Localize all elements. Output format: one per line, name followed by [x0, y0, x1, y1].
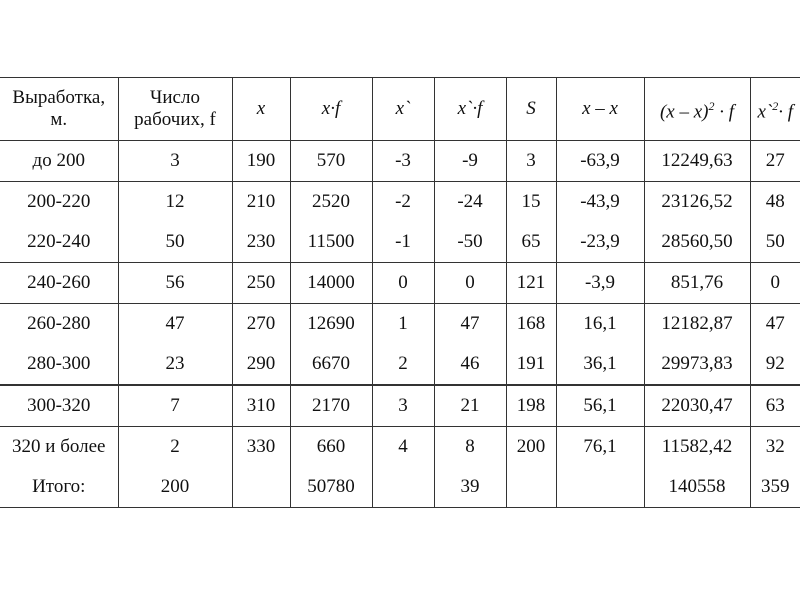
table-row [0, 263, 800, 304]
table-cell: 16,1 [556, 304, 644, 345]
table-row [0, 467, 800, 508]
table-cell: 300-320 [0, 385, 118, 427]
table-cell: 50780 [290, 467, 372, 508]
header-xprime-f: x`·f [434, 78, 506, 141]
table-row [0, 385, 800, 427]
table-cell: -24 [434, 182, 506, 223]
table-cell: 140558 [644, 467, 750, 508]
header-output-line1: Выработка, [12, 87, 106, 108]
table-cell: 330 [232, 427, 290, 468]
table-cell: 11500 [290, 222, 372, 263]
table-cell: -23,9 [556, 222, 644, 263]
header-xprime-squared-f: x`$^2$· f [750, 78, 800, 141]
table-cell [372, 467, 434, 508]
table-cell: 56,1 [556, 385, 644, 427]
table-row [0, 182, 800, 223]
table-cell: 6670 [290, 344, 372, 385]
table-cell: 280-300 [27, 353, 91, 374]
table-cell: -1 [372, 222, 434, 263]
table-cell: 2520 [290, 182, 372, 223]
table-cell: 47 [434, 304, 506, 345]
table-cell: 320 и более [0, 427, 118, 468]
header-xprime: x` [372, 78, 434, 141]
table-cell: 4 [372, 427, 434, 468]
table-cell: 12690 [290, 304, 372, 345]
table-cell: 32 [750, 427, 800, 468]
header-xf: x·f [290, 78, 372, 141]
table-cell: 2 [372, 344, 434, 385]
table-cell: -3 [372, 141, 434, 182]
table-cell: 39 [434, 467, 506, 508]
table-cell: до 200 [0, 141, 118, 182]
table-cell: 46 [434, 344, 506, 385]
table-cell: 660 [290, 427, 372, 468]
table-cell: 23126,52 [644, 182, 750, 223]
table-cell: -9 [434, 141, 506, 182]
table-cell: 230 [232, 222, 290, 263]
table-cell: 47 [118, 304, 232, 345]
table-cell: 11582,42 [644, 427, 750, 468]
table-row [0, 304, 800, 345]
table-row [0, 344, 800, 385]
table-cell: -3,9 [556, 263, 644, 304]
table-cell: 48 [750, 182, 800, 223]
statistics-table [0, 77, 800, 508]
table-cell: -2 [372, 182, 434, 223]
header-s: S [506, 78, 556, 141]
table-cell: 50 [750, 222, 800, 263]
table-cell: 22030,47 [644, 385, 750, 427]
table-cell: 359 [750, 467, 800, 508]
table-cell: 270 [232, 304, 290, 345]
table-cell: 56 [118, 263, 232, 304]
table-cell: 310 [232, 385, 290, 427]
table-cell [232, 467, 290, 508]
table-cell: -63,9 [556, 141, 644, 182]
table-row [0, 427, 800, 468]
table-row [0, 222, 800, 263]
table-cell: 50 [118, 222, 232, 263]
table-cell: 168 [506, 304, 556, 345]
table-cell: 3 [118, 141, 232, 182]
table-cell: 290 [232, 344, 290, 385]
table-cell: 36,1 [556, 344, 644, 385]
table-cell: 1 [372, 304, 434, 345]
table-row [0, 141, 800, 182]
table-cell: 198 [506, 385, 556, 427]
table-cell: 191 [506, 344, 556, 385]
table-cell: 570 [290, 141, 372, 182]
table-cell: Итого: [0, 467, 118, 508]
table-cell: 92 [750, 344, 800, 385]
table-cell: 210 [232, 182, 290, 223]
table-cell: 8 [434, 427, 506, 468]
table-cell: 76,1 [556, 427, 644, 468]
table-body [0, 141, 800, 508]
header-workers-line1: Число [150, 87, 200, 108]
header-deviation: x – x [556, 78, 644, 141]
table-cell: 220-240 [27, 231, 91, 252]
table-cell: 121 [506, 263, 556, 304]
header-workers [118, 78, 232, 141]
table-cell: 240-260 [0, 263, 118, 304]
table-cell: 21 [434, 385, 506, 427]
header-deviation-squared-f: (x – x)$^2$ · f [644, 78, 750, 141]
table-cell: 63 [750, 385, 800, 427]
table-cell: 2 [118, 427, 232, 468]
table-cell: 23 [118, 344, 232, 385]
table-cell: 0 [372, 263, 434, 304]
table-cell: 12249,63 [644, 141, 750, 182]
header-x: x [232, 78, 290, 141]
table-cell: 190 [232, 141, 290, 182]
table-cell: 14000 [290, 263, 372, 304]
table-cell: 2170 [290, 385, 372, 427]
table-cell: -50 [434, 222, 506, 263]
header-output [0, 78, 118, 141]
table-cell: 3 [372, 385, 434, 427]
table-cell: 851,76 [644, 263, 750, 304]
table-cell [556, 467, 644, 508]
table-cell: 250 [232, 263, 290, 304]
table-cell: 200 [506, 427, 556, 468]
table-header [0, 78, 800, 141]
table-cell: 47 [750, 304, 800, 345]
table-cell [506, 467, 556, 508]
table-cell: 3 [506, 141, 556, 182]
table-cell: 65 [506, 222, 556, 263]
table-cell: 200 [118, 467, 232, 508]
table-cell: 7 [118, 385, 232, 427]
table-cell: 260-280 [0, 304, 118, 345]
table-cell: 28560,50 [644, 222, 750, 263]
table-cell: 200-220 [0, 182, 118, 223]
header-output-line2: м. [50, 109, 68, 130]
table-cell: 15 [506, 182, 556, 223]
table-cell: 0 [750, 263, 800, 304]
table-cell: 12 [118, 182, 232, 223]
table-cell: 29973,83 [644, 344, 750, 385]
table-cell: -43,9 [556, 182, 644, 223]
table-cell: 12182,87 [644, 304, 750, 345]
table-cell: 27 [750, 141, 800, 182]
header-workers-line2: рабочих, f [134, 109, 216, 130]
table-cell: 0 [434, 263, 506, 304]
